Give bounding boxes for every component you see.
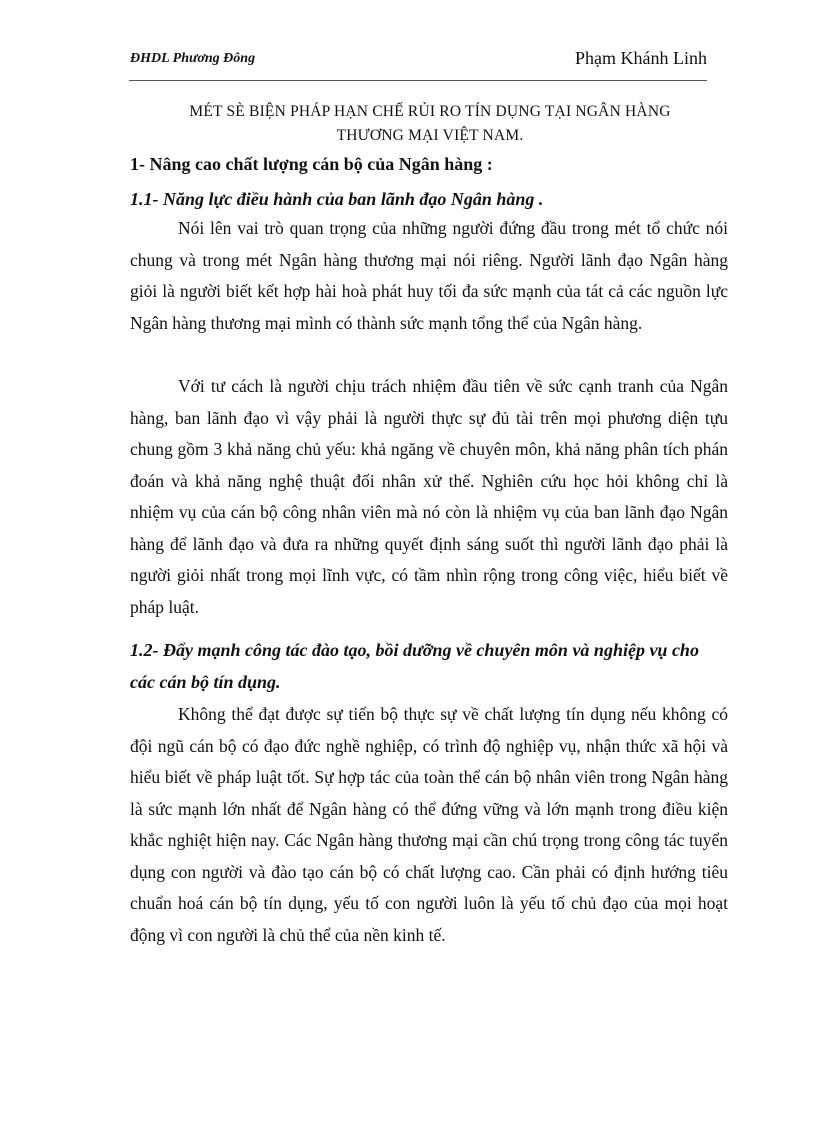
title-line-2: THƯƠNG MẠI VIỆT NAM. (336, 127, 524, 144)
section-heading-1: 1- Nâng cao chất lượng cán bộ của Ngân hàng : (130, 154, 493, 174)
title-line-1: MÉT SÈ BIỆN PHÁP HẠN CHẾ RỦI RO TÍN DỤNG TẠI NGÂN HÀNG (189, 103, 671, 120)
document-title (130, 100, 730, 148)
header-institution: ĐHDL Phương Đông (130, 51, 256, 66)
header-author: Phạm Khánh Linh (575, 48, 707, 68)
paragraph-3: Không thể đạt được sự tiến bộ thực sự về chất lượng tín dụng nếu không có đội ngũ cán bộ có đạo đức nghề nghiệp, có trình độ nghiệp vụ, nhận thức xã hội và hiểu biết về pháp luật tốt. Sự hợp tác của toàn thể cán bộ nhân viên trong Ngân hàng là sức mạnh lớn nhất để Ngân hàng có thể đứng vững và lớn mạnh trong điều kiện khắc nghiệt hiện nay. Các Ngân hàng thương mại cần chú trọng trong công tác tuyển dụng con người và đào tạo cán bộ có chất lượng cao. Cần phải có định hướng tiêu chuẩn hoá cán bộ tín dụng, yếu tố con người luôn là yếu tố chủ đạo của mọi hoạt động vì con người là chủ thể của nền kinh tế. (130, 704, 728, 945)
paragraph-2: Với tư cách là người chịu trách nhiệm đầu tiên về sức cạnh tranh của Ngân hàng, ban lãnh đạo vì vậy phải là người thực sự đủ tài trên mọi phương diện tựu chung gồm 3 khả năng chủ yếu: khả ngăng về chuyên môn, khả năng phân tích phán đoán và khả năng nghệ thuật đối nhân xử thế. Nghiên cứu học hỏi không chỉ là nhiệm vụ của cán bộ công nhân viên mà nó còn là nhiệm vụ của ban lãnh đạo Ngân hàng để lãnh đạo và đưa ra những quyết định sáng suốt thì người lãnh đạo phải là người giỏi nhất trong mọi lĩnh vực, có tầm nhìn rộng trong công việc, hiểu biết về pháp luật. (130, 376, 728, 617)
subsection-heading-1-2: 1.2- Đẩy mạnh công tác đào tạo, bồi dưỡng về chuyên môn và nghiệp vụ cho các cán bộ tín dụng. (130, 640, 699, 692)
header-divider (129, 80, 707, 81)
paragraph-1: Nói lên vai trò quan trọng của những người đứng đầu trong mét tổ chức nói chung và trong mét Ngân hàng thương mại nói riêng. Người lãnh đạo Ngân hàng giỏi là người biết kết hợp hài hoà phát huy tối đa sức mạnh của tát cả các nguồn lực Ngân hàng thương mại mình có thành sức mạnh tổng thể của Ngân hàng. (130, 218, 728, 333)
subsection-heading-1-1: 1.1- Năng lực điều hành của ban lãnh đạo Ngân hàng . (130, 189, 544, 209)
